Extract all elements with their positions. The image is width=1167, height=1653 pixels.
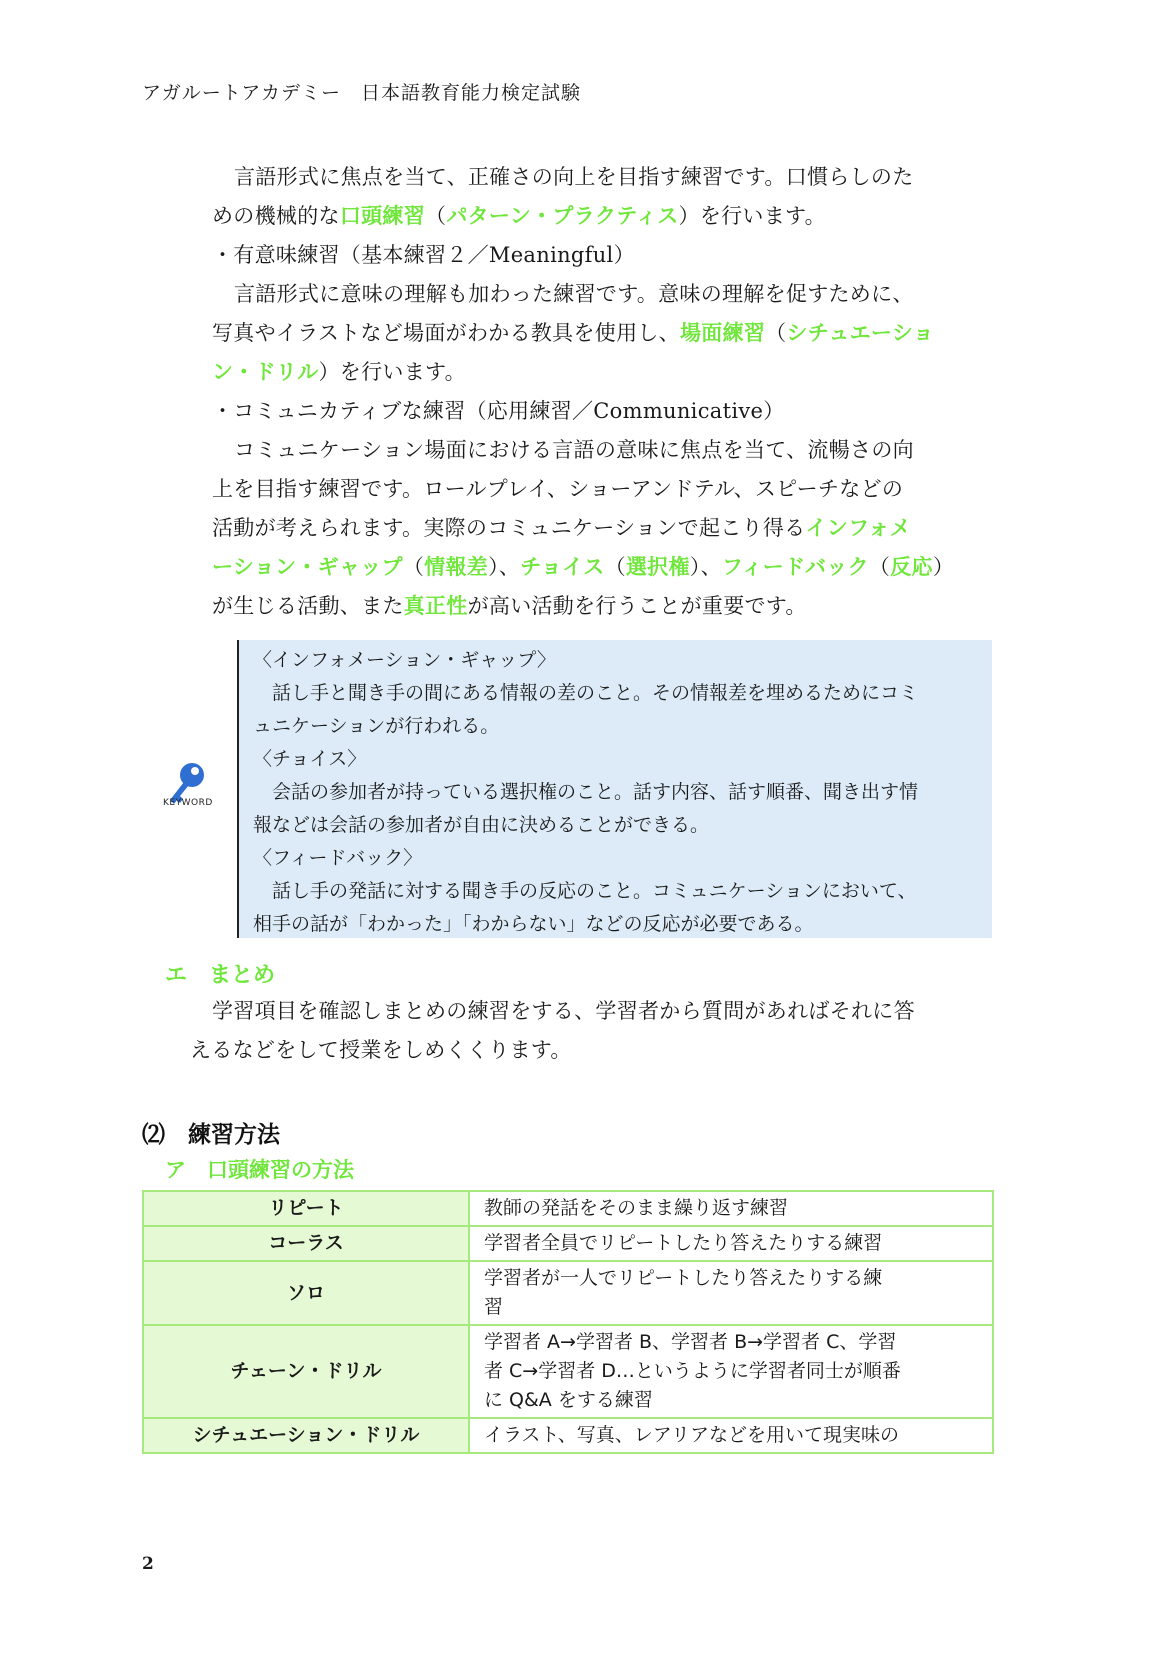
keyword-box [237,640,992,938]
description-line: 学習者 A→学習者 B、学習者 B→学習者 C、学習 [484,1331,897,1353]
method-description [469,1226,993,1261]
text-line [212,548,954,587]
text: （ [604,555,626,579]
text-line: 上を目指す練習です。ロールプレイ、ショーアンドテル、スピーチなどの [212,477,904,501]
section-2-heading: ⑵ 練習方法 [142,1122,280,1148]
method-term: ソロ [143,1261,469,1325]
keyword-reaction: 反応 [890,555,933,579]
paragraph-mechanical [212,158,954,626]
text: ） [932,555,955,579]
keyword-situation-drill-cont: ン・ドリル [212,360,319,384]
keyword-line: ュニケーションが行われる。 [253,715,500,737]
key-icon [162,758,212,818]
table-row [143,1261,993,1325]
bullet-meaningful: ・有意味練習（基本練習２／Meaningful） [212,243,635,267]
text: 写真やイラストなど場面がわかる教具を使用し、 [212,321,680,345]
method-term: シチュエーション・ドリル [143,1418,469,1453]
text-line: コミュニケーション場面における言語の意味に焦点を当て、流暢さの向 [234,438,914,462]
keyword-situation-drill: シチュエーショ [786,321,935,345]
text-line [212,314,954,353]
method-description [469,1191,993,1226]
text-line [212,353,954,392]
description-line: に Q&A をする練習 [484,1389,653,1411]
text: ）、 [689,555,722,579]
method-description [469,1418,993,1453]
keyword-line: 〈フィードバック〉 [253,847,423,869]
table-row [143,1418,993,1453]
text: が生じる活動、また [212,594,404,618]
keyword-oral-practice: 口頭練習 [339,204,426,228]
keyword-pattern-practice: パターン・プラクティス [446,204,679,228]
description-line: 習 [484,1296,504,1318]
keyword-situation-practice: 場面練習 [679,321,766,345]
keyword-choice-right: 選択権 [625,555,690,579]
text: （ [765,321,787,345]
keyword-line: 〈インフォメーション・ギャップ〉 [253,649,556,671]
keyword-feedback: フィードバック [721,555,869,579]
keyword-information-gap: インフォメ [805,516,911,540]
text: ）を行います。 [318,360,466,384]
text: 活動が考えられます。実際のコミュニケーションで起こり得る [212,516,806,540]
text: （ [425,204,447,228]
keyword-information-gap-cont: ーション・ギャップ [212,555,403,579]
method-term: コーラス [143,1226,469,1261]
description-line: 教師の発話をそのまま繰り返す練習 [484,1197,789,1219]
keyword-label: KEYWORD [163,798,213,808]
method-description [469,1261,993,1325]
text-line [212,587,954,626]
description-line: 学習者全員でリピートしたり答えたりする練習 [484,1232,883,1254]
practice-methods-table [142,1190,994,1454]
keyword-line: 〈チョイス〉 [253,748,367,770]
method-term: チェーン・ドリル [143,1325,469,1418]
text: めの機械的な [212,204,340,228]
text-line: 学習項目を確認しまとめの練習をする、学習者から質問があればそれに答 [212,999,915,1023]
page-header: アガルートアカデミー 日本語教育能力検定試験 [142,82,582,104]
description-line: 者 C→学習者 D…というように学習者同士が順番 [484,1360,901,1382]
description-line: 学習者が一人でリピートしたり答えたりする練 [484,1267,883,1289]
text-line [212,197,954,236]
text: ）、 [488,555,521,579]
table-row [143,1226,993,1261]
page-number: 2 [142,1554,154,1574]
keyword-line: 報などは会話の参加者が自由に決めることができる。 [253,814,710,836]
text: が高い活動を行うことが重要です。 [467,594,807,618]
text-line [212,509,954,548]
keyword-authenticity: 真正性 [403,594,468,618]
section-e-heading: エ まとめ [165,963,276,988]
keyword-line: 話し手の発話に対する聞き手の反応のこと。コミュニケーションにおいて、 [253,880,917,902]
text-line: 言語形式に焦点を当て、正確さの向上を目指す練習です。口慣らしのた [234,165,914,189]
table-row [143,1325,993,1418]
subsection-a-heading: ア 口頭練習の方法 [165,1158,354,1182]
keyword-info-difference: 情報差 [424,555,489,579]
text: ）を行います。 [678,204,826,228]
text: （ [402,555,425,579]
method-term: リピート [143,1191,469,1226]
table-body [143,1191,993,1453]
table-row [143,1191,993,1226]
paragraph-summary [190,992,915,1070]
method-description [469,1325,993,1418]
description-line: イラスト、写真、レアリアなどを用いて現実味の [484,1424,899,1446]
bullet-communicative: ・コミュニカティブな練習（応用練習／Communicative） [212,399,785,423]
keyword-choice: チョイス [520,555,605,579]
text: （ [868,555,891,579]
keyword-line: 話し手と聞き手の間にある情報の差のこと。その情報差を埋めるためにコミ [253,682,919,704]
keyword-line: 会話の参加者が持っている選択権のこと。話す内容、話す順番、聞き出す情 [253,781,919,803]
text-line: えるなどをして授業をしめくくります。 [190,1038,572,1062]
keyword-line: 相手の話が「わかった」「わからない」などの反応が必要である。 [253,913,814,935]
text-line: 言語形式に意味の理解も加わった練習です。意味の理解を促すために、 [234,282,914,306]
